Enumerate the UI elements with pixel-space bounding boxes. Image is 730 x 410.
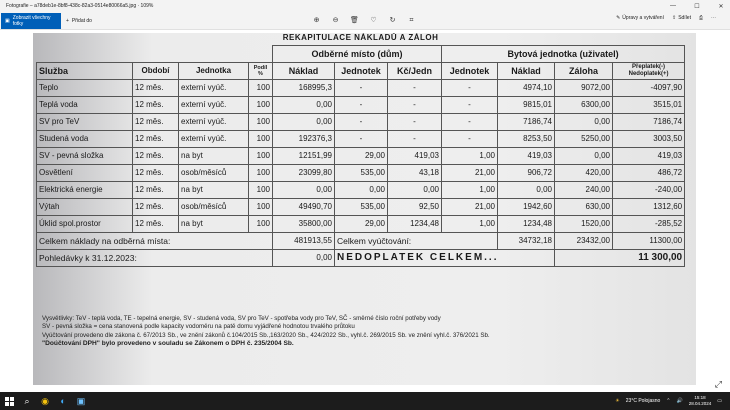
document-title: REKAPITULACE NÁKLADŮ A ZÁLOH — [282, 33, 439, 43]
row-units-user: - — [442, 130, 498, 147]
row-cost-user: 419,03 — [498, 147, 555, 164]
row-share: 100 — [249, 79, 273, 96]
delete-icon[interactable]: 🗑 — [350, 17, 359, 24]
minimize-icon[interactable]: — — [670, 3, 676, 9]
row-units: 29,00 — [335, 215, 388, 232]
row-share: 100 — [249, 181, 273, 198]
recap-table — [36, 33, 685, 267]
clock-date: 28.04.2024 — [688, 401, 712, 406]
rotate-icon[interactable]: ↻ — [389, 17, 396, 24]
toolbar — [0, 12, 730, 30]
notifications-icon[interactable]: ▭ — [717, 398, 722, 404]
row-units-user: - — [442, 96, 498, 113]
row-period: 12 měs. — [133, 164, 179, 181]
row-units-user: - — [442, 113, 498, 130]
volume-icon[interactable]: 🔊 — [676, 398, 683, 404]
row-kc-per-unit: 1234,48 — [388, 215, 442, 232]
col-advance: Záloha — [555, 62, 613, 79]
row-units-user: 1,00 — [442, 147, 498, 164]
row-units: - — [335, 79, 388, 96]
image-viewer[interactable] — [0, 30, 730, 392]
total-advance: 23432,00 — [555, 232, 613, 249]
windows-icon — [5, 397, 14, 406]
group-place-header: Odběrné místo (dům) — [273, 45, 442, 62]
notes — [42, 315, 682, 349]
row-balance: 1312,60 — [613, 198, 685, 215]
col-cost: Náklad — [273, 62, 335, 79]
row-service: Elektrická energie — [37, 181, 133, 198]
edit-icon: ✎ — [616, 15, 621, 21]
row-units: - — [335, 130, 388, 147]
row-kc-per-unit: 419,03 — [388, 147, 442, 164]
table-row — [37, 147, 685, 164]
crop-icon[interactable]: ⌗ — [409, 17, 414, 24]
claims-label: Pohledávky k 31.12.2023: — [37, 249, 273, 266]
note-line: Vysvětlivky: TeV - teplá voda, TE - tepelná energie, SV - studená voda, SV pro TeV - spotřeba vody pro TeV, SČ - směrné číslo roční potřeby vody — [42, 315, 441, 322]
row-unit: na byt — [179, 181, 249, 198]
row-cost: 49490,70 — [273, 198, 335, 215]
row-units-user: 1,00 — [442, 215, 498, 232]
row-unit: externí vyúč. — [179, 113, 249, 130]
zoom-in-icon[interactable]: ⊕ — [313, 17, 320, 24]
row-advance: 5250,00 — [555, 130, 613, 147]
total-cost-user: 34732,18 — [498, 232, 555, 249]
row-units: - — [335, 96, 388, 113]
total-billing-label: Celkem vyúčtování: — [335, 232, 498, 249]
row-cost: 23099,80 — [273, 164, 335, 181]
row-cost: 192376,3 — [273, 130, 335, 147]
col-unit: Jednotka — [179, 62, 249, 79]
system-tray — [615, 392, 722, 410]
row-period: 12 měs. — [133, 79, 179, 96]
row-kc-per-unit: 0,00 — [388, 181, 442, 198]
plus-icon: + — [66, 18, 69, 24]
row-share: 100 — [249, 147, 273, 164]
col-service: Služba — [37, 62, 133, 79]
row-advance: 9072,00 — [555, 79, 613, 96]
row-unit: externí vyúč. — [179, 96, 249, 113]
row-service: Teplá voda — [37, 96, 133, 113]
row-units-user: - — [442, 79, 498, 96]
row-balance: 486,72 — [613, 164, 685, 181]
row-cost: 0,00 — [273, 181, 335, 198]
add-to-label: Přidat do — [71, 18, 92, 24]
result-value: 11 300,00 — [555, 249, 685, 266]
row-cost: 0,00 — [273, 113, 335, 130]
col-share: Podíl % — [249, 62, 273, 79]
col-balance: Přeplatek(-) Nedoplatek(+) — [613, 62, 685, 79]
row-units-user: 1,00 — [442, 181, 498, 198]
row-units: 29,00 — [335, 147, 388, 164]
row-kc-per-unit: 43,18 — [388, 164, 442, 181]
col-units-user: Jednotek — [442, 62, 498, 79]
table-row — [37, 215, 685, 232]
col-period: Období — [133, 62, 179, 79]
row-balance: 3515,01 — [613, 96, 685, 113]
close-icon[interactable]: ✕ — [718, 3, 724, 10]
row-balance: -285,52 — [613, 215, 685, 232]
zoom-out-icon[interactable]: ⊖ — [332, 17, 339, 24]
row-share: 100 — [249, 113, 273, 130]
row-advance: 6300,00 — [555, 96, 613, 113]
row-advance: 0,00 — [555, 147, 613, 164]
table-row — [37, 198, 685, 215]
row-units: - — [335, 113, 388, 130]
expand-icon[interactable]: ⤢ — [714, 379, 722, 389]
row-period: 12 měs. — [133, 215, 179, 232]
table-row — [37, 181, 685, 198]
row-period: 12 měs. — [133, 181, 179, 198]
share-icon: ⇪ — [671, 15, 677, 21]
edit-create-button[interactable]: ✎ Úpravy a vytváření — [616, 15, 664, 21]
row-balance: -240,00 — [613, 181, 685, 198]
row-cost-user: 906,72 — [498, 164, 555, 181]
row-unit: osob/měsíců — [179, 164, 249, 181]
weather-icon: ☀ — [615, 398, 620, 404]
row-units: 0,00 — [335, 181, 388, 198]
view-all-label: Zobrazit všechny fotky — [12, 15, 51, 27]
row-units-user: 21,00 — [442, 198, 498, 215]
table-row — [37, 96, 685, 113]
row-kc-per-unit: - — [388, 79, 442, 96]
row-units: 535,00 — [335, 164, 388, 181]
row-kc-per-unit: 92,50 — [388, 198, 442, 215]
row-advance: 420,00 — [555, 164, 613, 181]
claims-value: 0,00 — [273, 249, 335, 266]
table-row — [37, 113, 685, 130]
row-balance: 7186,74 — [613, 113, 685, 130]
total-place-value: 481913,55 — [273, 232, 335, 249]
view-all-photos-button[interactable] — [1, 13, 61, 29]
row-share: 100 — [249, 215, 273, 232]
note-line: "Doúčtování DPH" bylo provedeno v souladu se Zákonem o DPH č. 235/2004 Sb. — [42, 340, 294, 348]
row-kc-per-unit: - — [388, 130, 442, 147]
row-service: Úklid spol.prostor — [37, 215, 133, 232]
row-balance: 3003,50 — [613, 130, 685, 147]
clock[interactable] — [689, 395, 712, 407]
row-advance: 1520,00 — [555, 215, 613, 232]
row-advance: 630,00 — [555, 198, 613, 215]
table-row — [37, 164, 685, 181]
row-cost-user: 7186,74 — [498, 113, 555, 130]
row-period: 12 měs. — [133, 198, 179, 215]
row-period: 12 měs. — [133, 113, 179, 130]
row-cost: 35800,00 — [273, 215, 335, 232]
row-unit: na byt — [179, 215, 249, 232]
row-units: 535,00 — [335, 198, 388, 215]
table-row — [37, 79, 685, 96]
search-icon[interactable]: ⌕ — [24, 395, 30, 406]
row-kc-per-unit: - — [388, 96, 442, 113]
row-cost: 0,00 — [273, 96, 335, 113]
chrome-icon[interactable]: ◉ — [41, 395, 49, 406]
row-period: 12 měs. — [133, 130, 179, 147]
note-line: Vyúčtování provedeno dle zákona č. 67/2013 Sb., ve znění zákonů č.104/2015 Sb.,163/2020 Sb., 424/2022 Sb., vyhl.č. 269/2015 Sb. ve znění vyhl.č. 376/2021 Sb. — [42, 331, 490, 339]
clock-time: 15:18 — [694, 395, 706, 400]
row-advance: 240,00 — [555, 181, 613, 198]
row-share: 100 — [249, 96, 273, 113]
total-place-label: Celkem náklady na odběrná místa: — [37, 232, 273, 249]
row-cost: 168995,3 — [273, 79, 335, 96]
row-balance: 419,03 — [613, 147, 685, 164]
document-photo — [33, 33, 696, 385]
add-to-button[interactable] — [66, 15, 92, 27]
share-button[interactable]: ⇪ Sdílet — [671, 15, 691, 21]
row-share: 100 — [249, 164, 273, 181]
photos-taskbar-icon[interactable]: ▣ — [76, 395, 86, 406]
col-kc-per-unit: Kč/Jedn — [388, 62, 442, 79]
network-icon[interactable]: ⌃ — [666, 398, 671, 404]
row-cost-user: 9815,01 — [498, 96, 555, 113]
row-service: Teplo — [37, 79, 133, 96]
maximize-icon[interactable]: ☐ — [694, 3, 700, 10]
billing-document — [36, 33, 691, 381]
col-cost-user: Náklad — [498, 62, 555, 79]
row-service: SV - pevná složka — [37, 147, 133, 164]
title-bar — [0, 0, 730, 12]
row-cost-user: 1234,48 — [498, 215, 555, 232]
row-service: Výtah — [37, 198, 133, 215]
row-unit: na byt — [179, 147, 249, 164]
more-options-icon[interactable]: ⋯ — [711, 15, 716, 21]
row-cost-user: 0,00 — [498, 181, 555, 198]
weather-text[interactable]: 23°C Polojasno — [625, 398, 661, 404]
row-unit: externí vyúč. — [179, 79, 249, 96]
row-share: 100 — [249, 130, 273, 147]
row-service: SV pro TeV — [37, 113, 133, 130]
group-unit-header: Bytová jednotka (uživatel) — [442, 45, 685, 62]
photos-icon: ▣ — [5, 18, 10, 24]
row-service: Osvětlení — [37, 164, 133, 181]
row-cost-user: 8253,50 — [498, 130, 555, 147]
row-service: Studená voda — [37, 130, 133, 147]
row-unit: osob/měsíců — [179, 198, 249, 215]
row-cost-user: 1942,60 — [498, 198, 555, 215]
favorite-icon[interactable]: ♡ — [370, 17, 377, 24]
taskbar — [0, 392, 730, 410]
total-balance: 11300,00 — [613, 232, 685, 249]
window-title: Fotografie – a78deb1e-8bf8-438c-82a3-0514e80066a5.jpg · 109% — [6, 3, 154, 9]
row-cost-user: 4974,10 — [498, 79, 555, 96]
note-line: SV - pevná složka = cena stanovená podle kapacity vodoměru na patě domu vyjádřené hodnotou trvalého průtoku — [42, 323, 355, 331]
print-icon[interactable]: ⎙ — [698, 15, 703, 21]
col-units: Jednotek — [335, 62, 388, 79]
row-unit: externí vyúč. — [179, 130, 249, 147]
start-button[interactable] — [0, 392, 18, 410]
row-period: 12 měs. — [133, 147, 179, 164]
row-share: 100 — [249, 198, 273, 215]
row-cost: 12151,99 — [273, 147, 335, 164]
row-advance: 0,00 — [555, 113, 613, 130]
row-balance: -4097,90 — [613, 79, 685, 96]
row-units-user: 21,00 — [442, 164, 498, 181]
row-period: 12 měs. — [133, 96, 179, 113]
row-kc-per-unit: - — [388, 113, 442, 130]
table-row — [37, 130, 685, 147]
result-label: NEDOPLATEK CELKEM... — [335, 249, 555, 266]
edge-icon[interactable]: ◐ — [60, 396, 66, 406]
